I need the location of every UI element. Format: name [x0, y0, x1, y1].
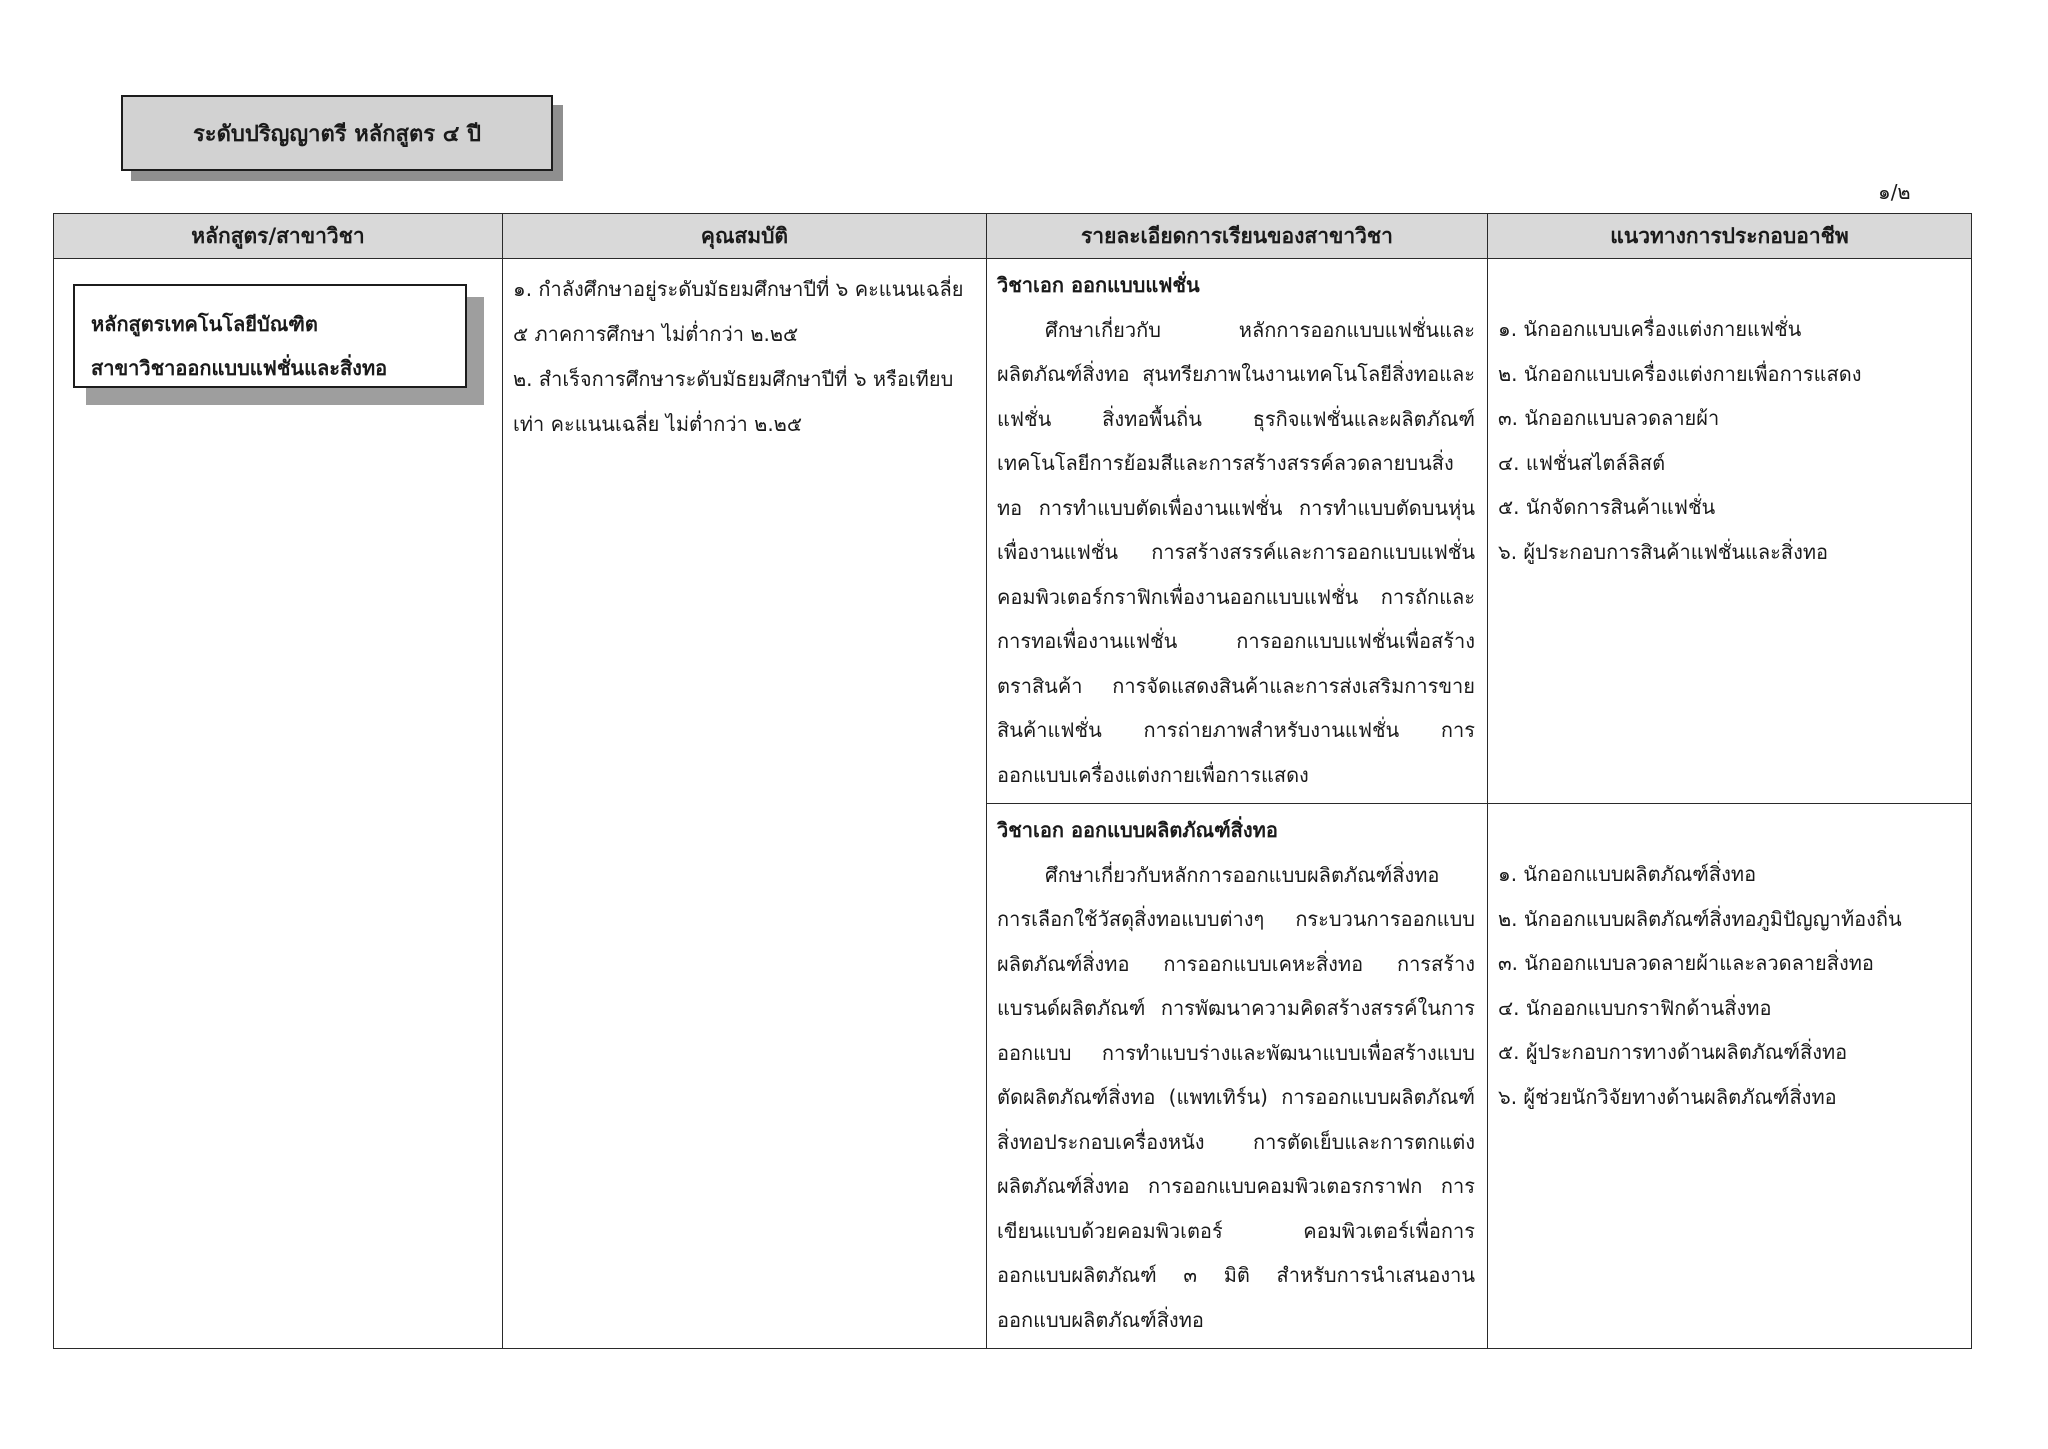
career-item: ๕. ผู้ประกอบการทางด้านผลิตภัณฑ์สิ่งทอ	[1498, 1040, 1848, 1064]
career-item: ๒. นักออกแบบผลิตภัณฑ์สิ่งทอภูมิปัญญาท้องถิ่น	[1498, 906, 1902, 931]
major-title: วิชาเอก ออกแบบแฟชั่น	[997, 273, 1200, 297]
career-cell	[1488, 259, 1972, 804]
qualifications-cell	[503, 259, 987, 1349]
major-description: ศึกษาเกี่ยวกับ หลักการออกแบบแฟชั่นและผลิตภัณฑ์สิ่งทอ สุนทรียภาพในงานเทคโนโลยีสิ่งทอและแฟชั่น สิ่งทอพื้นถิ่น ธุรกิจแฟชั่นและผลิตภัณฑ์ เทคโนโลยีการย้อมสีและการสร้างสรรค์ลวดลายบนสิ่งทอ การทำแบบตัดเพื่องานแฟชั่น การทำแบบตัดบนหุ่นเพื่องานแฟชั่น การสร้างสรรค์และการออกแบบแฟชั่น คอมพิวเตอร์กราฟิกเพื่องานออกแบบแฟชั่น การถักและการทอเพื่องานแฟชั่น การออกแบบแฟชั่นเพื่อสร้างตราสินค้า การจัดแสดงสินค้าและการส่งเสริมการขายสินค้าแฟชั่น การถ่ายภาพสำหรับงานแฟชั่น การออกแบบเครื่องแต่งกายเพื่อการแสดง	[997, 317, 1475, 787]
major-detail-cell	[987, 259, 1488, 804]
major-description: ศึกษาเกี่ยวกับหลักการออกแบบผลิตภัณฑ์สิ่งทอ การเลือกใช้วัสดุสิ่งทอแบบต่างๆ กระบวนการออกแบบผลิตภัณฑ์สิ่งทอ การออกแบบเคหะสิ่งทอ การสร้างแบรนด์ผลิตภัณฑ์ การพัฒนาความคิดสร้างสรรค์ในการออกแบบ การทำแบบร่างและพัฒนาแบบเพื่อสร้างแบบตัดผลิตภัณฑ์สิ่งทอ (แพทเทิร์น) การออกแบบผลิตภัณฑ์สิ่งทอประกอบเครื่องหนัง การตัดเย็บและการตกแต่งผลิตภัณฑ์สิ่งทอ การออกแบบคอมพิวเตอรกราฟก การเขียนแบบด้วยคอมพิวเตอร์ คอมพิวเตอร์เพื่อการออกแบบผลิตภัณฑ์ ๓ มิติ สำหรับการนำเสนองานออกแบบผลิตภัณฑ์สิ่งทอ	[997, 862, 1475, 1332]
column-header-qualifications: คุณสมบัติ	[503, 214, 987, 259]
program-box	[73, 284, 471, 392]
career-item: ๑. นักออกแบบผลิตภัณฑ์สิ่งทอ	[1498, 862, 1757, 886]
career-item: ๒. นักออกแบบเครื่องแต่งกายเพื่อการแสดง	[1498, 361, 1862, 386]
career-list	[1498, 307, 1961, 574]
qualification-item: ๒. สำเร็จการศึกษาระดับมัธยมศึกษาปีที่ ๖ หรือเทียบเท่า คะแนนเฉลี่ย ไม่ต่ำกว่า ๒.๒๕	[513, 367, 954, 436]
program-cell	[54, 259, 503, 1349]
career-cell	[1488, 804, 1972, 1349]
page-number: ๑/๒	[1878, 180, 1911, 204]
career-list	[1498, 852, 1961, 1119]
curriculum-table	[53, 213, 1972, 1349]
program-degree: หลักสูตรเทคโนโลยีบัณฑิต	[91, 312, 318, 336]
level-box	[121, 95, 553, 171]
career-item: ๕. นักจัดการสินค้าแฟชั่น	[1498, 495, 1716, 519]
table-header-row	[54, 214, 1972, 259]
career-item: ๓. นักออกแบบลวดลายผ้าและลวดลายสิ่งทอ	[1498, 951, 1874, 975]
qualification-item: ๑. กำลังศึกษาอยู่ระดับมัธยมศึกษาปีที่ ๖ คะแนนเฉลี่ย ๕ ภาคการศึกษา ไม่ต่ำกว่า ๒.๒๕	[513, 277, 964, 346]
major-detail-cell	[987, 804, 1488, 1349]
table-row	[54, 259, 1972, 804]
career-item: ๖. ผู้ช่วยนักวิจัยทางด้านผลิตภัณฑ์สิ่งทอ	[1498, 1084, 1837, 1109]
program-major: สาขาวิชาออกแบบแฟชั่นและสิ่งทอ	[91, 356, 388, 380]
career-item: ๑. นักออกแบบเครื่องแต่งกายแฟชั่น	[1498, 317, 1802, 341]
column-header-details: รายละเอียดการเรียนของสาขาวิชา	[987, 214, 1488, 259]
major-title: วิชาเอก ออกแบบผลิตภัณฑ์สิ่งทอ	[997, 818, 1278, 842]
career-item: ๔. นักออกแบบกราฟิกด้านสิ่งทอ	[1498, 995, 1772, 1020]
level-label: ระดับปริญญาตรี หลักสูตร ๔ ปี	[121, 95, 553, 171]
career-item: ๓. นักออกแบบลวดลายผ้า	[1498, 406, 1720, 430]
career-item: ๔. แฟชั่นสไตล์ลิสต์	[1498, 450, 1666, 475]
career-item: ๖. ผู้ประกอบการสินค้าแฟชั่นและสิ่งทอ	[1498, 539, 1829, 564]
column-header-careers: แนวทางการประกอบอาชีพ	[1488, 214, 1972, 259]
column-header-program: หลักสูตร/สาขาวิชา	[54, 214, 503, 259]
